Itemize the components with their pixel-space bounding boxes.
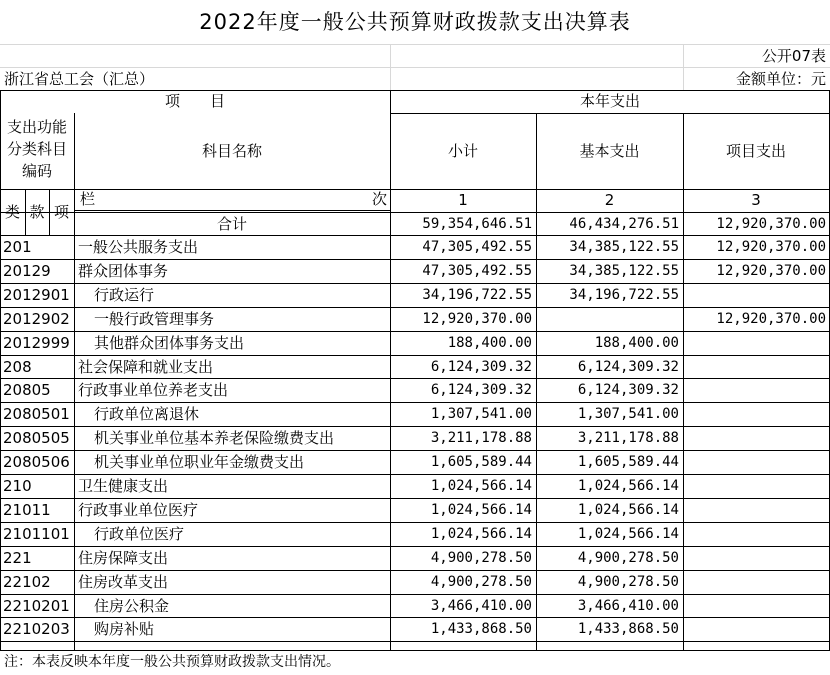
row-basic: 34,196,722.55	[569, 287, 679, 303]
row-subtotal: 12,920,370.00	[422, 311, 532, 327]
row-code: 22102	[3, 573, 51, 591]
row-subtotal: 4,900,278.50	[430, 550, 532, 566]
row-name: 购房补贴	[94, 620, 155, 638]
row-code: 201	[3, 238, 32, 256]
row-basic: 4,900,278.50	[577, 550, 679, 566]
total-basic: 46,434,276.51	[569, 216, 679, 232]
row-name: 一般行政管理事务	[94, 310, 215, 328]
row-basic: 1,433,868.50	[577, 621, 679, 637]
row-code: 2080501	[3, 405, 70, 423]
organization-name: 浙江省总工会（汇总）	[4, 70, 155, 88]
row-code: 221	[3, 549, 32, 567]
row-code: 2080506	[3, 453, 70, 471]
header-lei: 类	[4, 203, 20, 221]
row-code: 2012999	[3, 334, 70, 352]
header-kuan: 款	[29, 203, 45, 221]
total-label: 合计	[216, 215, 247, 233]
row-code: 21011	[3, 501, 51, 519]
row-basic: 3,466,410.00	[577, 598, 679, 614]
row-name: 一般公共服务支出	[78, 238, 199, 256]
row-subtotal: 47,305,492.55	[422, 239, 532, 255]
row-basic: 6,124,309.32	[577, 382, 679, 398]
row-subtotal: 1,024,566.14	[430, 526, 532, 542]
total-project: 12,920,370.00	[716, 216, 826, 232]
header-annual-expenditure: 本年支出	[579, 92, 640, 110]
row-name: 卫生健康支出	[78, 477, 169, 495]
form-code: 公开07表	[761, 47, 826, 65]
row-basic: 34,385,122.55	[569, 239, 679, 255]
header-subtotal: 小计	[447, 142, 478, 160]
header-col-1: 1	[458, 191, 468, 209]
row-code: 20805	[3, 381, 51, 399]
row-name: 机关事业单位基本养老保险缴费支出	[94, 429, 335, 447]
row-basic: 1,307,541.00	[577, 406, 679, 422]
row-subtotal: 3,211,178.88	[430, 430, 532, 446]
row-code: 2210203	[3, 620, 70, 638]
row-name: 住房改革支出	[78, 573, 169, 591]
row-name: 社会保障和就业支出	[78, 358, 214, 376]
row-subtotal: 1,024,566.14	[430, 502, 532, 518]
row-name: 住房保障支出	[78, 549, 169, 567]
row-code: 2012901	[3, 286, 70, 304]
row-basic: 34,385,122.55	[569, 263, 679, 279]
row-subtotal: 1,433,868.50	[430, 621, 532, 637]
row-project: 12,920,370.00	[716, 239, 826, 255]
row-subtotal: 34,196,722.55	[422, 287, 532, 303]
row-subtotal: 1,307,541.00	[430, 406, 532, 422]
unit-label: 金额单位：元	[735, 70, 826, 88]
row-code: 20129	[3, 262, 51, 280]
total-subtotal: 59,354,646.51	[422, 216, 532, 232]
row-subtotal: 6,124,309.32	[430, 359, 532, 375]
page-title: 2022年度一般公共预算财政拨款支出决算表	[199, 10, 631, 34]
header-xiang: 项	[53, 203, 69, 221]
row-basic: 1,605,589.44	[577, 454, 679, 470]
row-basic: 6,124,309.32	[577, 359, 679, 375]
row-name: 机关事业单位职业年金缴费支出	[94, 453, 305, 471]
row-code: 2101101	[3, 525, 70, 543]
row-name: 行政运行	[94, 286, 155, 304]
header-col-3: 3	[751, 191, 761, 209]
row-basic: 1,024,566.14	[577, 526, 679, 542]
row-code: 2012902	[3, 310, 70, 328]
row-subtotal: 47,305,492.55	[422, 263, 532, 279]
header-project: 项目支出	[725, 142, 786, 160]
row-subtotal: 188,400.00	[447, 335, 532, 351]
header-basic: 基本支出	[579, 142, 640, 160]
row-code: 210	[3, 477, 32, 495]
row-name: 其他群众团体事务支出	[94, 334, 245, 352]
header-function-code: 支出功能分类科目编码	[6, 118, 67, 180]
header-col-2: 2	[604, 191, 615, 209]
row-code: 2080505	[3, 429, 70, 447]
row-name: 群众团体事务	[78, 262, 169, 280]
row-basic: 188,400.00	[594, 335, 679, 351]
row-subtotal: 1,024,566.14	[430, 478, 532, 494]
row-code: 208	[3, 358, 32, 376]
row-subtotal: 1,605,589.44	[430, 454, 532, 470]
header-lan: 栏	[80, 190, 96, 208]
row-basic: 3,211,178.88	[577, 430, 679, 446]
header-item-name: 科目名称	[201, 142, 262, 160]
header-ci: 次	[372, 190, 388, 208]
row-project: 12,920,370.00	[716, 311, 826, 327]
row-subtotal: 3,466,410.00	[430, 598, 532, 614]
footnote: 注：本表反映本年度一般公共预算财政拨款支出情况。	[4, 654, 340, 670]
row-basic: 4,900,278.50	[577, 574, 679, 590]
row-name: 行政单位医疗	[94, 525, 185, 543]
row-name: 住房公积金	[94, 597, 170, 615]
row-name: 行政事业单位养老支出	[78, 381, 229, 399]
header-item: 项 目	[164, 92, 225, 110]
row-project: 12,920,370.00	[716, 263, 826, 279]
row-basic: 1,024,566.14	[577, 478, 679, 494]
row-name: 行政事业单位医疗	[78, 501, 199, 519]
row-subtotal: 6,124,309.32	[430, 382, 532, 398]
row-basic: 1,024,566.14	[577, 502, 679, 518]
row-name: 行政单位离退休	[94, 405, 200, 423]
row-code: 2210201	[3, 597, 70, 615]
row-subtotal: 4,900,278.50	[430, 574, 532, 590]
